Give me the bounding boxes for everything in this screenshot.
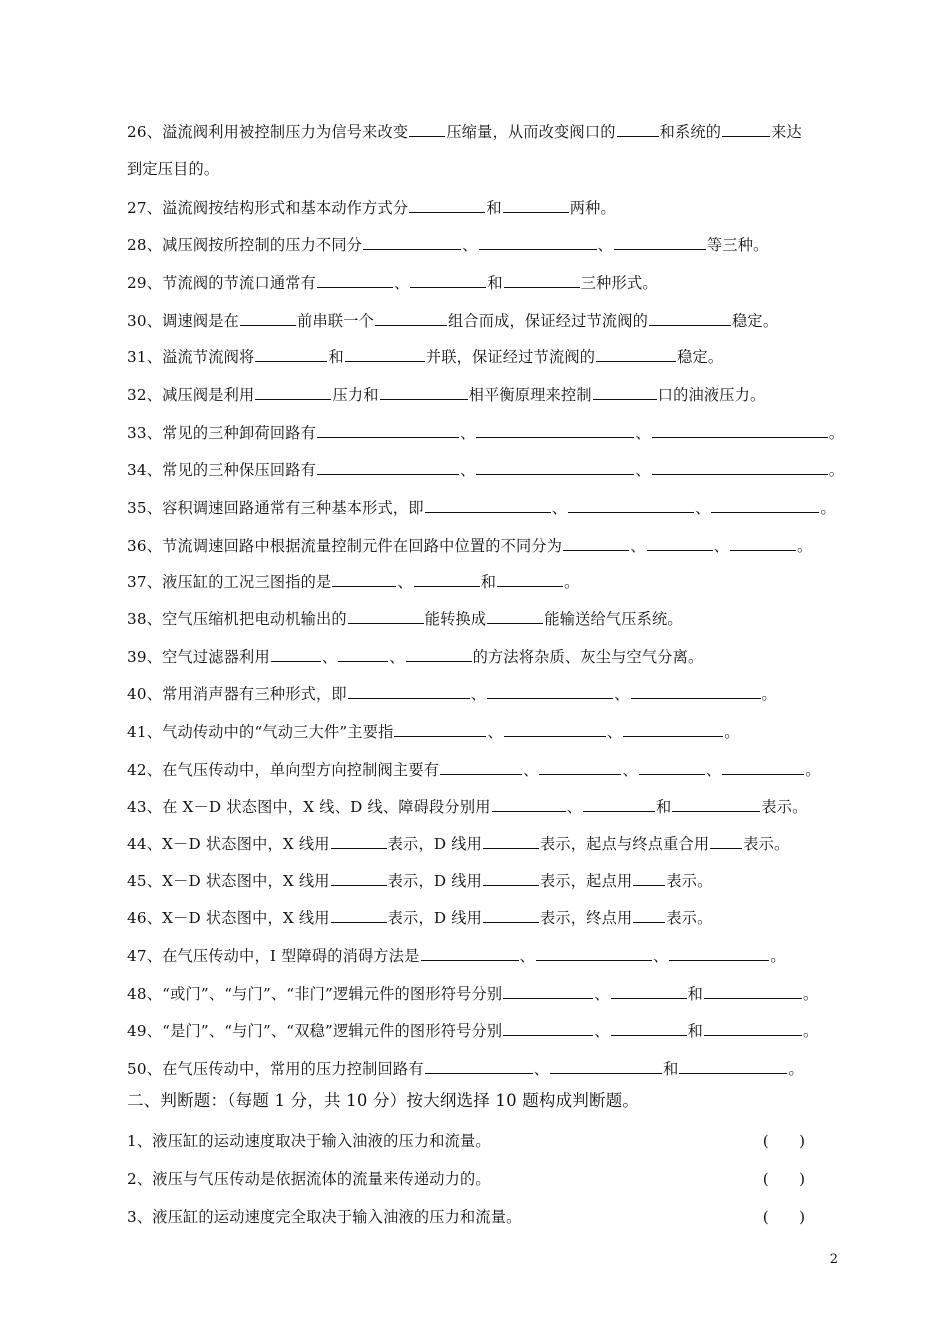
question-text: 。 (828, 461, 845, 479)
judgment-item-2: 2、液压与气压传动是依据流体的流量来传递动力的。 (127, 1170, 491, 1188)
question-text: 能转换成 (424, 610, 487, 628)
question-text: 。 (788, 1060, 804, 1078)
question-text: 39、空气过滤器利用 (127, 648, 270, 666)
question-text: 、 (470, 685, 487, 703)
question-text: 43、在 X－D 状态图中，X 线、D 线、障碍段分别用 (127, 798, 491, 816)
answer-blank[interactable] (633, 908, 665, 923)
question-text: 。 (724, 723, 740, 741)
answer-blank[interactable] (652, 460, 828, 475)
answer-blank[interactable] (710, 834, 742, 849)
question-text: 42、在气压传动中，单向型方向控制阀主要有 (127, 761, 440, 779)
question-text: 30、调速阀是在 (127, 312, 240, 330)
question-text: 稳定。 (677, 348, 724, 366)
answer-blank[interactable] (487, 684, 613, 699)
question-text: 47、在气压传动中，I 型障碍的消碍方法是 (127, 947, 420, 965)
section-heading-judgment: 二、判断题：（每题 1 分，共 10 分）按大纲选择 10 题构成判断题。 (127, 1091, 640, 1110)
question-44 (127, 833, 838, 855)
answer-paren-2[interactable]: ( ) (762, 1170, 805, 1188)
question-text: 和 (480, 573, 497, 591)
question-text: 26、溢流阀利用被控制压力为信号来改变 (127, 123, 409, 141)
question-text: 、 (630, 537, 646, 555)
question-text: 稳定。 (732, 312, 779, 330)
question-text: 、 (635, 424, 651, 442)
answer-blank[interactable] (440, 760, 522, 775)
question-text: 和 (663, 1060, 679, 1078)
question-text: 40、常用消声器有三种形式，即 (127, 685, 347, 703)
answer-blank[interactable] (563, 536, 629, 551)
question-text: 50、在气压传动中，常用的压力控制回路有 (127, 1060, 424, 1078)
question-text: 。 (803, 985, 819, 1003)
question-text: 。 (805, 761, 821, 779)
question-text: 口的油液压力。 (657, 386, 766, 404)
question-text: 前串联一个 (297, 312, 374, 330)
question-text: 表示。 (666, 909, 713, 927)
answer-blank[interactable] (639, 760, 705, 775)
answer-blank[interactable] (649, 311, 731, 326)
answer-blank[interactable] (421, 946, 519, 961)
question-text: 、 (614, 685, 630, 703)
question-text: 44、X－D 状态图中，X 线用 (127, 835, 330, 853)
question-text: 表示，D 线用 (387, 872, 483, 890)
question-text: 和 (655, 798, 672, 816)
answer-blank[interactable] (487, 609, 543, 624)
answer-blank[interactable] (331, 908, 387, 923)
question-text: 34、常见的三种保压回路有 (127, 461, 316, 479)
answer-paren-3[interactable]: ( ) (762, 1208, 805, 1226)
question-text: 的方法将杂质、灰尘与空气分离。 (472, 648, 704, 666)
question-text: 、 (321, 648, 338, 666)
question-30 (127, 310, 838, 332)
question-text: 和 (328, 348, 344, 366)
question-29 (127, 272, 838, 294)
answer-blank[interactable] (317, 460, 459, 475)
question-33 (127, 422, 845, 444)
question-text: 两种。 (569, 199, 616, 217)
answer-blank[interactable] (550, 1059, 662, 1074)
question-text: 46、X－D 状态图中，X 线用 (127, 909, 330, 927)
answer-blank[interactable] (704, 984, 802, 999)
answer-blank[interactable] (271, 647, 321, 662)
answer-blank[interactable] (623, 722, 723, 737)
answer-paren-1[interactable]: ( ) (762, 1132, 805, 1150)
answer-blank[interactable] (722, 122, 770, 137)
question-text: 和 (687, 985, 704, 1003)
question-text: 表示，起点用 (540, 872, 633, 890)
question-text: 。 (803, 1022, 819, 1040)
question-text: 、 (635, 461, 651, 479)
answer-blank[interactable] (375, 311, 447, 326)
question-text: 。 (828, 424, 845, 442)
question-26b (127, 158, 838, 180)
answer-blank[interactable] (647, 536, 713, 551)
question-41 (127, 721, 838, 743)
question-text: 并联，保证经过节流阀的 (425, 348, 596, 366)
answer-blank[interactable] (332, 572, 396, 587)
answer-blank[interactable] (503, 198, 569, 213)
answer-blank[interactable] (593, 385, 657, 400)
question-text: 表示。 (743, 835, 790, 853)
judgment-item-1: 1、液压缸的运动速度取决于输入油液的压力和流量。 (127, 1132, 491, 1150)
question-42 (127, 759, 838, 781)
answer-blank[interactable] (504, 273, 580, 288)
question-40 (127, 683, 838, 705)
question-text: 、 (533, 1060, 550, 1078)
question-text: 和 (486, 199, 502, 217)
answer-blank[interactable] (409, 122, 445, 137)
answer-blank[interactable] (611, 984, 687, 999)
question-text: 35、容积调速回路通常有三种基本形式，即 (127, 499, 424, 517)
question-text: 等三种。 (706, 236, 769, 254)
answer-blank[interactable] (722, 760, 804, 775)
question-26 (127, 121, 838, 143)
question-text: 41、气动传动中的“气动三大件”主要指 (127, 723, 394, 741)
answer-blank[interactable] (240, 311, 296, 326)
question-47 (127, 945, 838, 967)
page-number: 2 (829, 1252, 838, 1267)
answer-blank[interactable] (617, 122, 659, 137)
question-28 (127, 234, 838, 256)
question-46 (127, 907, 838, 929)
answer-blank[interactable] (483, 871, 539, 886)
question-text: 37、液压缸的工况三图指的是 (127, 573, 332, 591)
answer-blank[interactable] (331, 871, 387, 886)
question-text: 29、节流阀的节流口通常有 (127, 274, 316, 292)
question-text: 和 (687, 1022, 704, 1040)
answer-blank[interactable] (425, 1059, 533, 1074)
answer-blank[interactable] (536, 946, 652, 961)
answer-blank[interactable] (255, 385, 331, 400)
question-34 (127, 459, 845, 481)
answer-blank[interactable] (363, 235, 461, 250)
question-text: 。 (761, 685, 777, 703)
question-text: 、 (460, 424, 476, 442)
question-text: 组合而成，保证经过节流阀的 (448, 312, 649, 330)
question-35 (127, 497, 838, 519)
question-36 (127, 535, 838, 557)
question-text: 45、X－D 状态图中，X 线用 (127, 872, 330, 890)
answer-blank[interactable] (425, 498, 551, 513)
answer-blank[interactable] (476, 460, 634, 475)
answer-blank[interactable] (611, 1021, 687, 1036)
question-text: 能输送给气压系统。 (544, 610, 683, 628)
question-text: 31、溢流节流阀将 (127, 348, 255, 366)
answer-blank[interactable] (568, 498, 694, 513)
question-text: 49、“是门”、“与门”、“双稳”逻辑元件的图形符号分别 (127, 1022, 503, 1040)
question-38 (127, 608, 838, 630)
answer-blank[interactable] (652, 423, 828, 438)
answer-blank[interactable] (331, 834, 387, 849)
question-text: 表示，起点与终点重合用 (540, 835, 710, 853)
question-text: 、 (695, 499, 711, 517)
question-39 (127, 646, 838, 668)
answer-blank[interactable] (317, 423, 459, 438)
question-text: 、 (713, 537, 729, 555)
question-text: 、 (705, 761, 722, 779)
question-text: 表示，D 线用 (387, 835, 483, 853)
question-text: 32、减压阀是利用 (127, 386, 255, 404)
answer-blank[interactable] (317, 273, 393, 288)
answer-blank[interactable] (414, 572, 480, 587)
question-text: 来达 (771, 123, 802, 141)
answer-blank[interactable] (409, 198, 485, 213)
answer-blank[interactable] (483, 834, 539, 849)
question-text: 、 (397, 573, 413, 591)
question-text: 、 (460, 461, 476, 479)
question-49 (127, 1020, 838, 1042)
question-31 (127, 346, 838, 368)
question-text: 、 (523, 761, 539, 779)
question-text: 压缩量，从而改变阀口的 (446, 123, 616, 141)
answer-blank[interactable] (492, 797, 566, 812)
answer-blank[interactable] (672, 797, 760, 812)
answer-blank[interactable] (583, 797, 655, 812)
question-text: 、 (487, 723, 503, 741)
answer-blank[interactable] (479, 235, 597, 250)
answer-blank[interactable] (380, 385, 468, 400)
question-text: 28、减压阀按所控制的压力不同分 (127, 236, 363, 254)
question-text: 、 (519, 947, 535, 965)
answer-blank[interactable] (476, 423, 634, 438)
question-37 (127, 571, 838, 593)
answer-blank[interactable] (348, 684, 470, 699)
question-text: 、 (594, 985, 610, 1003)
judgment-item-3: 3、液压缸的运动速度完全取决于输入油液的压力和流量。 (127, 1208, 522, 1226)
question-text: 表示，D 线用 (387, 909, 483, 927)
answer-blank[interactable] (539, 760, 621, 775)
question-text: 48、“或门”、“与门”、“非门”逻辑元件的图形符号分别 (127, 985, 503, 1003)
question-text: 、 (597, 236, 613, 254)
question-text: 相平衡原理来控制 (468, 386, 592, 404)
question-text: 表示，终点用 (540, 909, 633, 927)
answer-blank[interactable] (497, 572, 563, 587)
question-text: 表示。 (761, 798, 808, 816)
question-text: 、 (566, 798, 582, 816)
question-text: 到定压目的。 (127, 160, 220, 178)
question-text: 。 (796, 537, 813, 555)
answer-blank[interactable] (255, 347, 327, 362)
answer-blank[interactable] (704, 1021, 802, 1036)
question-text: 、 (594, 1022, 610, 1040)
question-27 (127, 197, 838, 219)
question-text: 和 (487, 274, 503, 292)
question-text: 27、溢流阀按结构形式和基本动作方式分 (127, 199, 409, 217)
answer-blank[interactable] (633, 871, 665, 886)
answer-blank[interactable] (348, 609, 424, 624)
answer-blank[interactable] (596, 347, 676, 362)
question-text: 、 (551, 499, 568, 517)
question-text: 、 (462, 236, 478, 254)
question-text: 、 (652, 947, 669, 965)
question-text: 36、节流调速回路中根据流量控制元件在回路中位置的不同分为 (127, 537, 563, 555)
question-text: 、 (622, 761, 638, 779)
answer-blank[interactable] (631, 684, 761, 699)
question-text: 。 (564, 573, 580, 591)
answer-blank[interactable] (394, 722, 486, 737)
answer-blank[interactable] (406, 647, 472, 662)
question-text: 压力和 (332, 386, 379, 404)
question-text: 三种形式。 (580, 274, 658, 292)
question-45 (127, 870, 838, 892)
answer-blank[interactable] (483, 908, 539, 923)
answer-blank[interactable] (410, 273, 486, 288)
answer-blank[interactable] (503, 984, 593, 999)
answer-blank[interactable] (730, 536, 796, 551)
question-32 (127, 384, 838, 406)
question-text: 33、常见的三种卸荷回路有 (127, 424, 316, 442)
answer-blank[interactable] (679, 1059, 787, 1074)
answer-blank[interactable] (345, 347, 425, 362)
answer-blank[interactable] (504, 722, 606, 737)
answer-blank[interactable] (503, 1021, 593, 1036)
question-text: 。 (770, 947, 786, 965)
answer-blank[interactable] (614, 235, 706, 250)
question-48 (127, 983, 838, 1005)
question-text: 和系统的 (659, 123, 722, 141)
question-text: 、 (394, 274, 410, 292)
question-50 (127, 1058, 838, 1080)
question-text: 、 (606, 723, 623, 741)
answer-blank[interactable] (338, 647, 388, 662)
answer-blank[interactable] (669, 946, 769, 961)
answer-blank[interactable] (711, 498, 819, 513)
question-43 (127, 796, 838, 818)
question-text: 。 (820, 499, 836, 517)
question-text: 、 (389, 648, 405, 666)
question-text: 表示。 (666, 872, 713, 890)
question-text: 38、空气压缩机把电动机输出的 (127, 610, 347, 628)
